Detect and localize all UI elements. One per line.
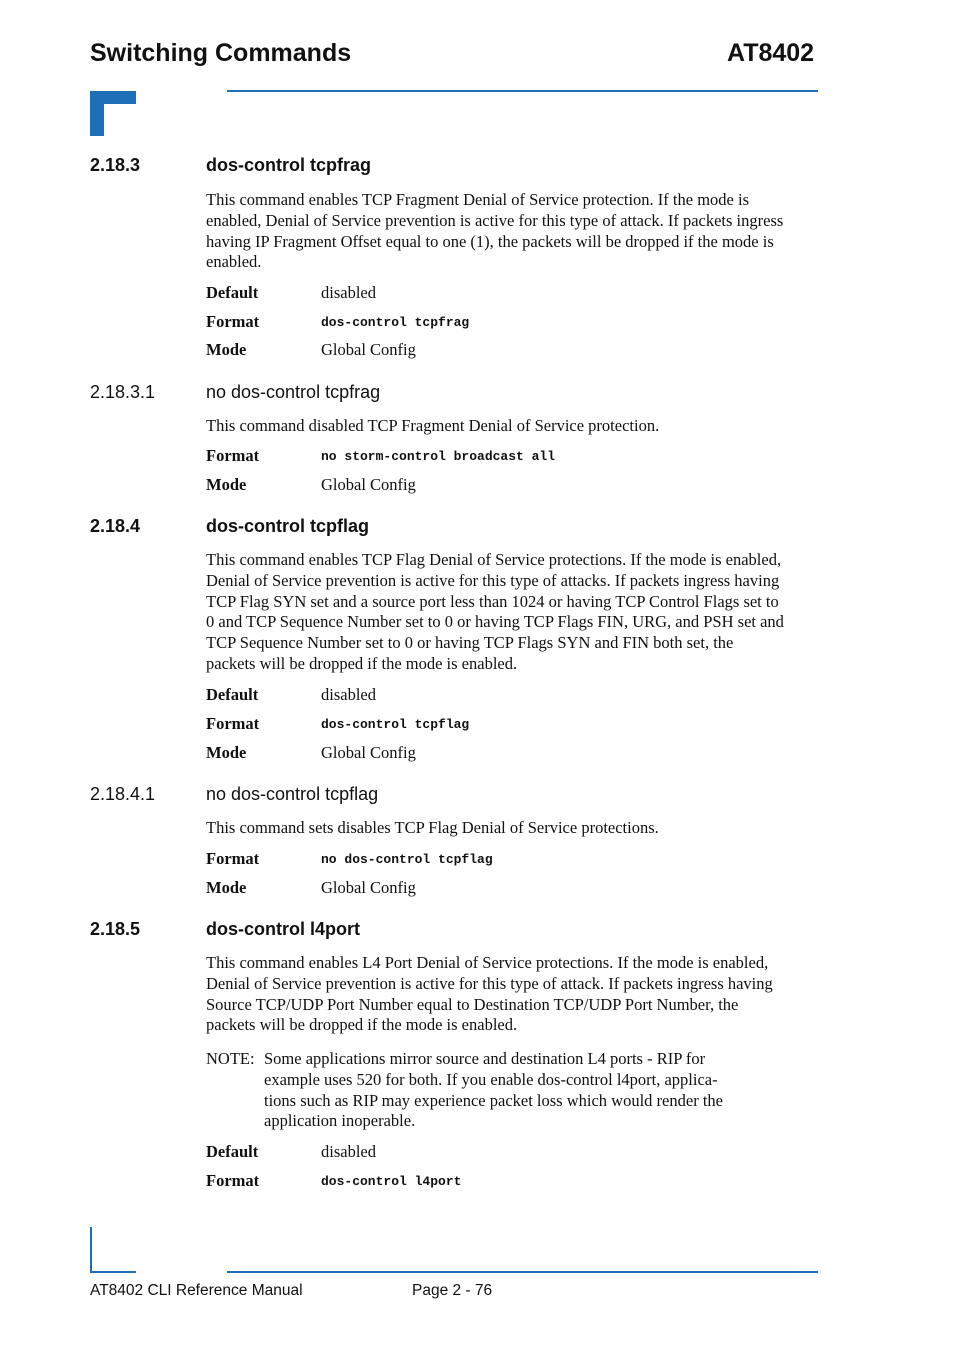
mode-value: Global Config	[321, 475, 416, 494]
footer-manual-title: AT8402 CLI Reference Manual	[90, 1282, 303, 1299]
note-text: Some applications mirror source and destination L4 ports - RIP for example uses 520 for both. If you enable dos-control l4port, applica- tions such as RIP may experience packet loss which would render the application inoperable.	[264, 1049, 723, 1131]
footer-page-number: Page 2 - 76	[412, 1282, 493, 1299]
format-label: Format	[206, 849, 260, 868]
mode-value: Global Config	[321, 743, 416, 762]
mode-value: Global Config	[321, 878, 416, 897]
default-value: disabled	[321, 685, 376, 704]
mode-label: Mode	[206, 878, 247, 897]
format-value: dos-control tcpflag	[321, 717, 470, 732]
section-number: 2.18.5	[90, 919, 141, 939]
default-value: disabled	[321, 283, 376, 302]
format-value: dos-control tcpfrag	[321, 315, 470, 330]
subsection-number: 2.18.4.1	[90, 784, 156, 804]
subsection-title: no dos-control tcpflag	[206, 784, 379, 804]
default-label: Default	[206, 283, 259, 302]
format-label: Format	[206, 446, 260, 465]
mode-label: Mode	[206, 475, 247, 494]
footer-rule	[227, 1271, 818, 1273]
subsection-number: 2.18.3.1	[90, 382, 156, 402]
section-title: dos-control l4port	[206, 919, 360, 939]
section-title: dos-control tcpfrag	[206, 155, 371, 175]
note-label: NOTE:	[206, 1049, 255, 1068]
format-label: Format	[206, 714, 260, 733]
format-value: no storm-control broadcast all	[321, 449, 556, 464]
subsection-title: no dos-control tcpfrag	[206, 382, 381, 402]
default-label: Default	[206, 1142, 259, 1161]
format-value: dos-control l4port	[321, 1174, 462, 1189]
default-label: Default	[206, 685, 259, 704]
mode-label: Mode	[206, 340, 247, 359]
section-paragraph: This command enables L4 Port Denial of Service protections. If the mode is enabled, Denial of Service prevention is active for this type of attack. If packets ingress having Source TCP/UDP Port Number equal to Destination TCP/UDP Port Number, the packets will be dropped if the mode is enabled.	[206, 953, 773, 1035]
section-paragraph: This command enables TCP Flag Denial of Service protections. If the mode is enabled, Denial of Service prevention is active for this type of attacks. If packets ingress having TCP Flag SYN set and a source port less than 1024 or having TCP Control Flags set to 0 and TCP Sequence Number set to 0 or having TCP Flags FIN, URG, and PSH set and TCP Sequence Number set to 0 or having TCP Flags SYN and FIN both set, the packets will be dropped if the mode is enabled.	[206, 550, 784, 673]
format-label: Format	[206, 312, 260, 331]
format-value: no dos-control tcpflag	[321, 852, 493, 867]
header-product: AT8402	[727, 39, 815, 67]
mode-value: Global Config	[321, 340, 416, 359]
section-title: dos-control tcpflag	[206, 516, 369, 536]
header-title: Switching Commands	[90, 39, 352, 67]
section-number: 2.18.4	[90, 516, 141, 536]
mode-label: Mode	[206, 743, 247, 762]
default-value: disabled	[321, 1142, 376, 1161]
section-number: 2.18.3	[90, 155, 141, 175]
subsection-paragraph: This command sets disables TCP Flag Denial of Service protections.	[206, 818, 659, 837]
section-paragraph: This command enables TCP Fragment Denial of Service protection. If the mode is enabled, Denial of Service prevention is active for this type of attack. If packets ingress having IP Fragment Offset equal to one (1), the packets will be dropped if the mode is enabled.	[206, 190, 784, 272]
header-rule	[227, 90, 818, 92]
subsection-paragraph: This command disabled TCP Fragment Denial of Service protection.	[206, 416, 660, 435]
format-label: Format	[206, 1171, 260, 1190]
